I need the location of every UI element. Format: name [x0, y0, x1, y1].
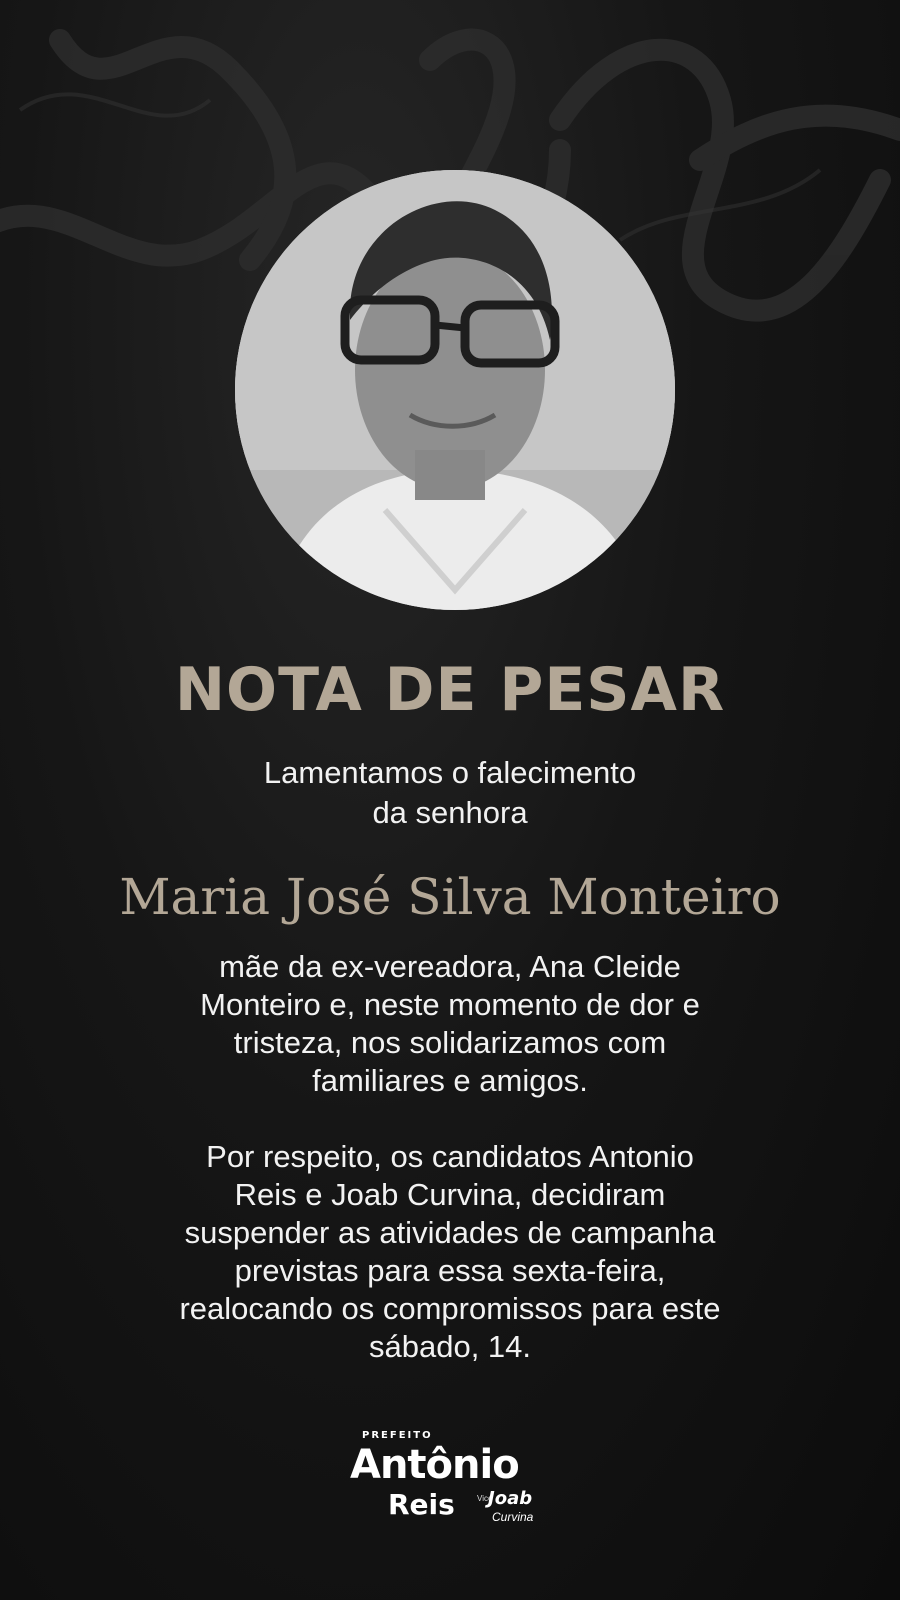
logo-small-label: PREFEITO: [362, 1430, 433, 1441]
logo-vice-label: Vice: [477, 1494, 493, 1503]
campaign-logo: [340, 1430, 560, 1535]
paragraph-line: realocando os compromissos para este: [179, 1291, 721, 1326]
intro-text: [0, 753, 900, 833]
page-title: NOTA DE PESAR: [174, 655, 726, 725]
paragraph-line: Por respeito, os candidatos Antonio: [206, 1139, 694, 1174]
portrait-icon: [235, 170, 675, 610]
announcement-paragraph: [100, 1138, 800, 1366]
logo-surname: Reis: [388, 1488, 455, 1521]
portrait-photo: [235, 170, 675, 610]
paragraph-line: suspender as atividades de campanha: [184, 1215, 716, 1250]
condolence-paragraph: [100, 948, 800, 1100]
paragraph-line: tristeza, nos solidarizamos com: [233, 1025, 667, 1060]
logo-vice-name: Joab: [488, 1488, 533, 1509]
paragraph-line: sábado, 14.: [368, 1329, 532, 1364]
deceased-name: Maria José Silva Monteiro: [119, 868, 781, 926]
paragraph-line: previstas para essa sexta-feira,: [234, 1253, 666, 1288]
logo-name: Antônio: [350, 1442, 519, 1488]
intro-line: da senhora: [372, 795, 528, 830]
paragraph-line: Reis e Joab Curvina, decidiram: [234, 1177, 666, 1212]
logo-vice-surname: Curvina: [492, 1510, 534, 1524]
paragraph-line: Monteiro e, neste momento de dor e: [200, 987, 700, 1022]
paragraph-line: familiares e amigos.: [312, 1063, 588, 1098]
paragraph-line: mãe da ex-vereadora, Ana Cleide: [219, 949, 681, 984]
intro-line: Lamentamos o falecimento: [263, 755, 637, 790]
